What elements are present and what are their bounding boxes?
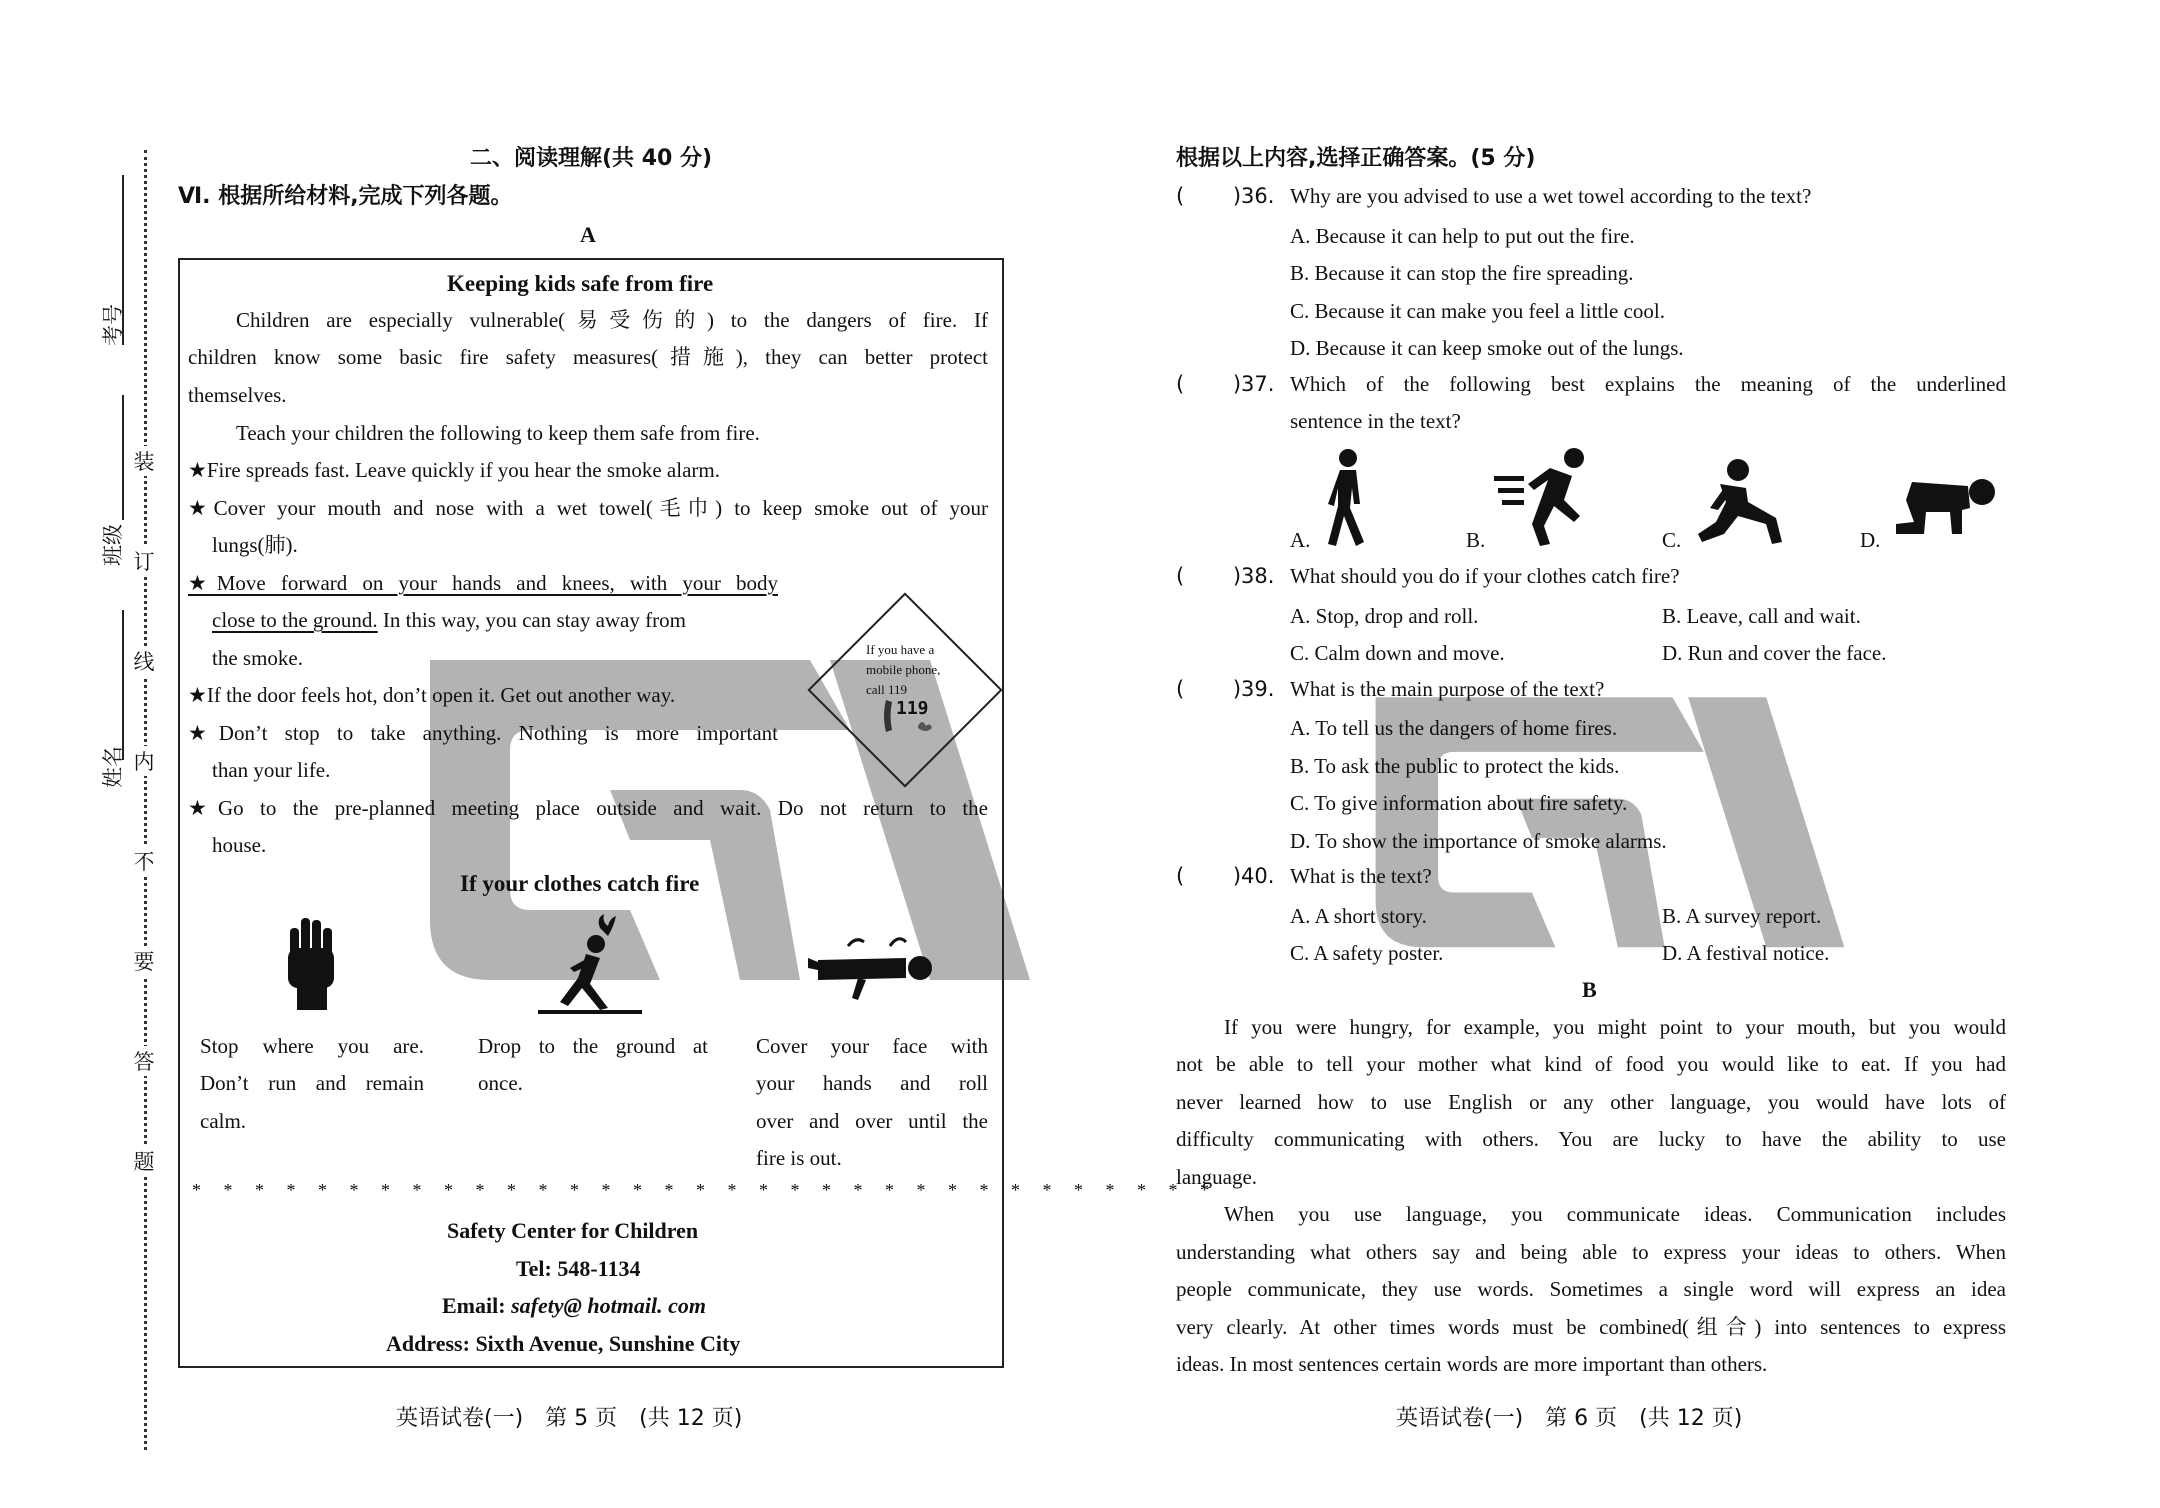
q39-option: A. To tell us the dangers of home fires. (1290, 716, 1618, 740)
q38-option: D. Run and cover the face. (1662, 641, 1887, 665)
step-text: Drop to the ground at (478, 1034, 708, 1058)
tip-line (212, 610, 686, 631)
tip-line: ★Don’t stop to take anything. Nothing is more important (188, 721, 778, 745)
poster-intro-line: themselves. (188, 383, 287, 407)
walking-person-icon (1318, 448, 1378, 548)
q38-text: What should you do if your clothes catch fire? (1290, 564, 1680, 588)
org-name: Safety Center for Children (447, 1218, 699, 1243)
q37-pic-label: C. (1662, 528, 1682, 552)
passage-b-line: understanding what others say and being able to express your ideas to others. When (1176, 1240, 2006, 1264)
tip-line: house. (212, 833, 267, 857)
tip-line: ★Cover your mouth and nose with a wet towel(毛巾) to keep smoke out of your (188, 496, 988, 520)
class-label: 班级 (101, 524, 125, 566)
passage-b-line: very clearly. At other times words must be combined(组合) into sentences to express (1176, 1315, 2006, 1339)
section-title: 二、阅读理解(共 40 分) (470, 146, 713, 171)
email-label: Email: (442, 1293, 512, 1318)
part-title: Ⅵ. 根据所给材料,完成下列各题。 (178, 184, 513, 209)
step-text: calm. (200, 1109, 247, 1133)
q37-pic-label: D. (1860, 528, 1881, 552)
q40-option: C. A safety poster. (1290, 941, 1444, 965)
q40-text: What is the text? (1290, 864, 1432, 888)
passage-b-line: never learned how to use English or any other language, you would have lots of (1176, 1090, 2006, 1114)
seal-char: 不 (132, 846, 156, 876)
passage-b-line: people communicate, they use words. Sometimes a single word will express an idea (1176, 1277, 2006, 1301)
q38-option: C. Calm down and move. (1290, 641, 1505, 665)
roll-person-icon (808, 928, 936, 1008)
q39-text: What is the main purpose of the text? (1290, 677, 1605, 701)
passage-b-line: ideas. In most sentences certain words are more important than others. (1176, 1352, 1768, 1376)
q37-pic-label: B. (1466, 528, 1486, 552)
passage-b-line: not be able to tell your mother what kind of food you would like to eat. If you had (1176, 1052, 2006, 1076)
q36-option: B. Because it can stop the fire spreading. (1290, 261, 1634, 285)
step-text: your hands and roll (756, 1071, 988, 1095)
q36-option: A. Because it can help to put out the fire. (1290, 224, 1635, 248)
drop-person-icon (538, 914, 642, 1014)
seal-char: 装 (132, 446, 156, 476)
poster-title: Keeping kids safe from fire (447, 271, 714, 296)
q37-text-2: sentence in the text? (1290, 409, 1461, 433)
star-divider: * * * * * * * * * * * * * * * * * * * * * * * * * * * * * * * * * (192, 1180, 1218, 1200)
tip-line: ★Go to the pre-planned meeting place outside and wait. Do not return to the (188, 796, 988, 820)
underlined-sentence: close to the ground. (212, 608, 378, 632)
tip-rest-text: In this way, you can stay away from (377, 608, 686, 632)
poster-intro-line: children know some basic fire safety measures(措施), they can better protect (188, 345, 988, 369)
step-text: once. (478, 1071, 523, 1095)
org-address: Address: Sixth Avenue, Sunshine City (386, 1331, 741, 1356)
seal-char: 线 (132, 646, 156, 676)
seal-char: 答 (132, 1046, 156, 1076)
seal-char: 内 (132, 746, 156, 776)
q38-option: A. Stop, drop and roll. (1290, 604, 1479, 628)
name-label: 姓名 (101, 746, 125, 788)
step-text: Stop where you are. (200, 1034, 424, 1058)
tip-line: lungs(肺). (212, 533, 298, 557)
q36-number: ( )36. (1176, 184, 1275, 208)
passage-b-line: difficulty communicating with others. You are lucky to have the ability to use (1176, 1127, 2006, 1151)
org-tel: Tel: 548-1134 (516, 1256, 641, 1281)
tip-line: ★If the door feels hot, don’t open it. Get out another way. (188, 683, 676, 707)
step-text: over and over until the (756, 1109, 988, 1133)
seal-char: 订 (132, 546, 156, 576)
phone-tip-line: If you have a (866, 642, 935, 657)
passage-letter-a: A (580, 222, 596, 247)
q39-option: B. To ask the public to protect the kids. (1290, 754, 1620, 778)
q36-option: D. Because it can keep smoke out of the lungs. (1290, 336, 1684, 360)
q40-option: B. A survey report. (1662, 904, 1822, 928)
stop-hand-icon (282, 914, 342, 1014)
q37-pic-label: A. (1290, 528, 1311, 552)
q37-number: ( )37. (1176, 372, 1275, 396)
phone-number: 119 (896, 698, 929, 719)
passage-letter-b: B (1582, 977, 1597, 1002)
left-footer: 英语试卷(一) 第 5 页 (共 12 页) (396, 1406, 743, 1431)
step-text: Cover your face with (756, 1034, 988, 1058)
q39-number: ( )39. (1176, 677, 1275, 701)
tip-line: ★Fire spreads fast. Leave quickly if you hear the smoke alarm. (188, 458, 720, 482)
poster-intro-line: Children are especially vulnerable(易受伤的) to the dangers of fire. If (236, 308, 988, 332)
crawling-person-icon (1690, 458, 1786, 548)
q36-text: Why are you advised to use a wet towel according to the text? (1290, 184, 1812, 208)
poster-teach-line: Teach your children the following to keep them safe from fire. (236, 421, 760, 445)
step-text: fire is out. (756, 1146, 842, 1170)
q36-option: C. Because it can make you feel a little cool. (1290, 299, 1665, 323)
email-address: safety@ hotmail. com (511, 1293, 706, 1318)
clothes-title: If your clothes catch fire (460, 871, 700, 896)
tip-line: the smoke. (212, 646, 303, 670)
q38-number: ( )38. (1176, 564, 1275, 588)
exam-number-label: 考号 (101, 304, 125, 346)
kneeling-person-icon (1892, 470, 1996, 540)
seal-char: 题 (132, 1146, 156, 1176)
binding-dashed-line (144, 150, 147, 1450)
seal-char: 要 (132, 946, 156, 976)
org-email (442, 1295, 706, 1317)
passage-b-line: When you use language, you communicate ideas. Communication includes (1224, 1202, 2006, 1226)
tip-underlined-line (188, 573, 778, 594)
right-footer: 英语试卷(一) 第 6 页 (共 12 页) (1396, 1406, 1743, 1431)
running-person-icon (1494, 446, 1594, 546)
tip-line: than your life. (212, 758, 331, 782)
q40-option: D. A festival notice. (1662, 941, 1830, 965)
passage-b-line: language. (1176, 1165, 1258, 1189)
q40-option: A. A short story. (1290, 904, 1427, 928)
class-line (122, 395, 124, 520)
q39-option: C. To give information about fire safety. (1290, 791, 1628, 815)
instruction: 根据以上内容,选择正确答案。(5 分) (1176, 146, 1536, 171)
underlined-sentence: ★Move forward on your hands and knees, with your body (188, 571, 778, 595)
q38-option: B. Leave, call and wait. (1662, 604, 1861, 628)
passage-b-line: If you were hungry, for example, you might point to your mouth, but you would (1224, 1015, 2006, 1039)
q40-number: ( )40. (1176, 864, 1275, 888)
step-text: Don’t run and remain (200, 1071, 424, 1095)
phone-tip-line: call 119 (866, 682, 908, 697)
q37-text: Which of the following best explains the meaning of the underlined (1290, 372, 2006, 396)
phone-tip-line: mobile phone, (866, 662, 941, 677)
q39-option: D. To show the importance of smoke alarms. (1290, 829, 1667, 853)
